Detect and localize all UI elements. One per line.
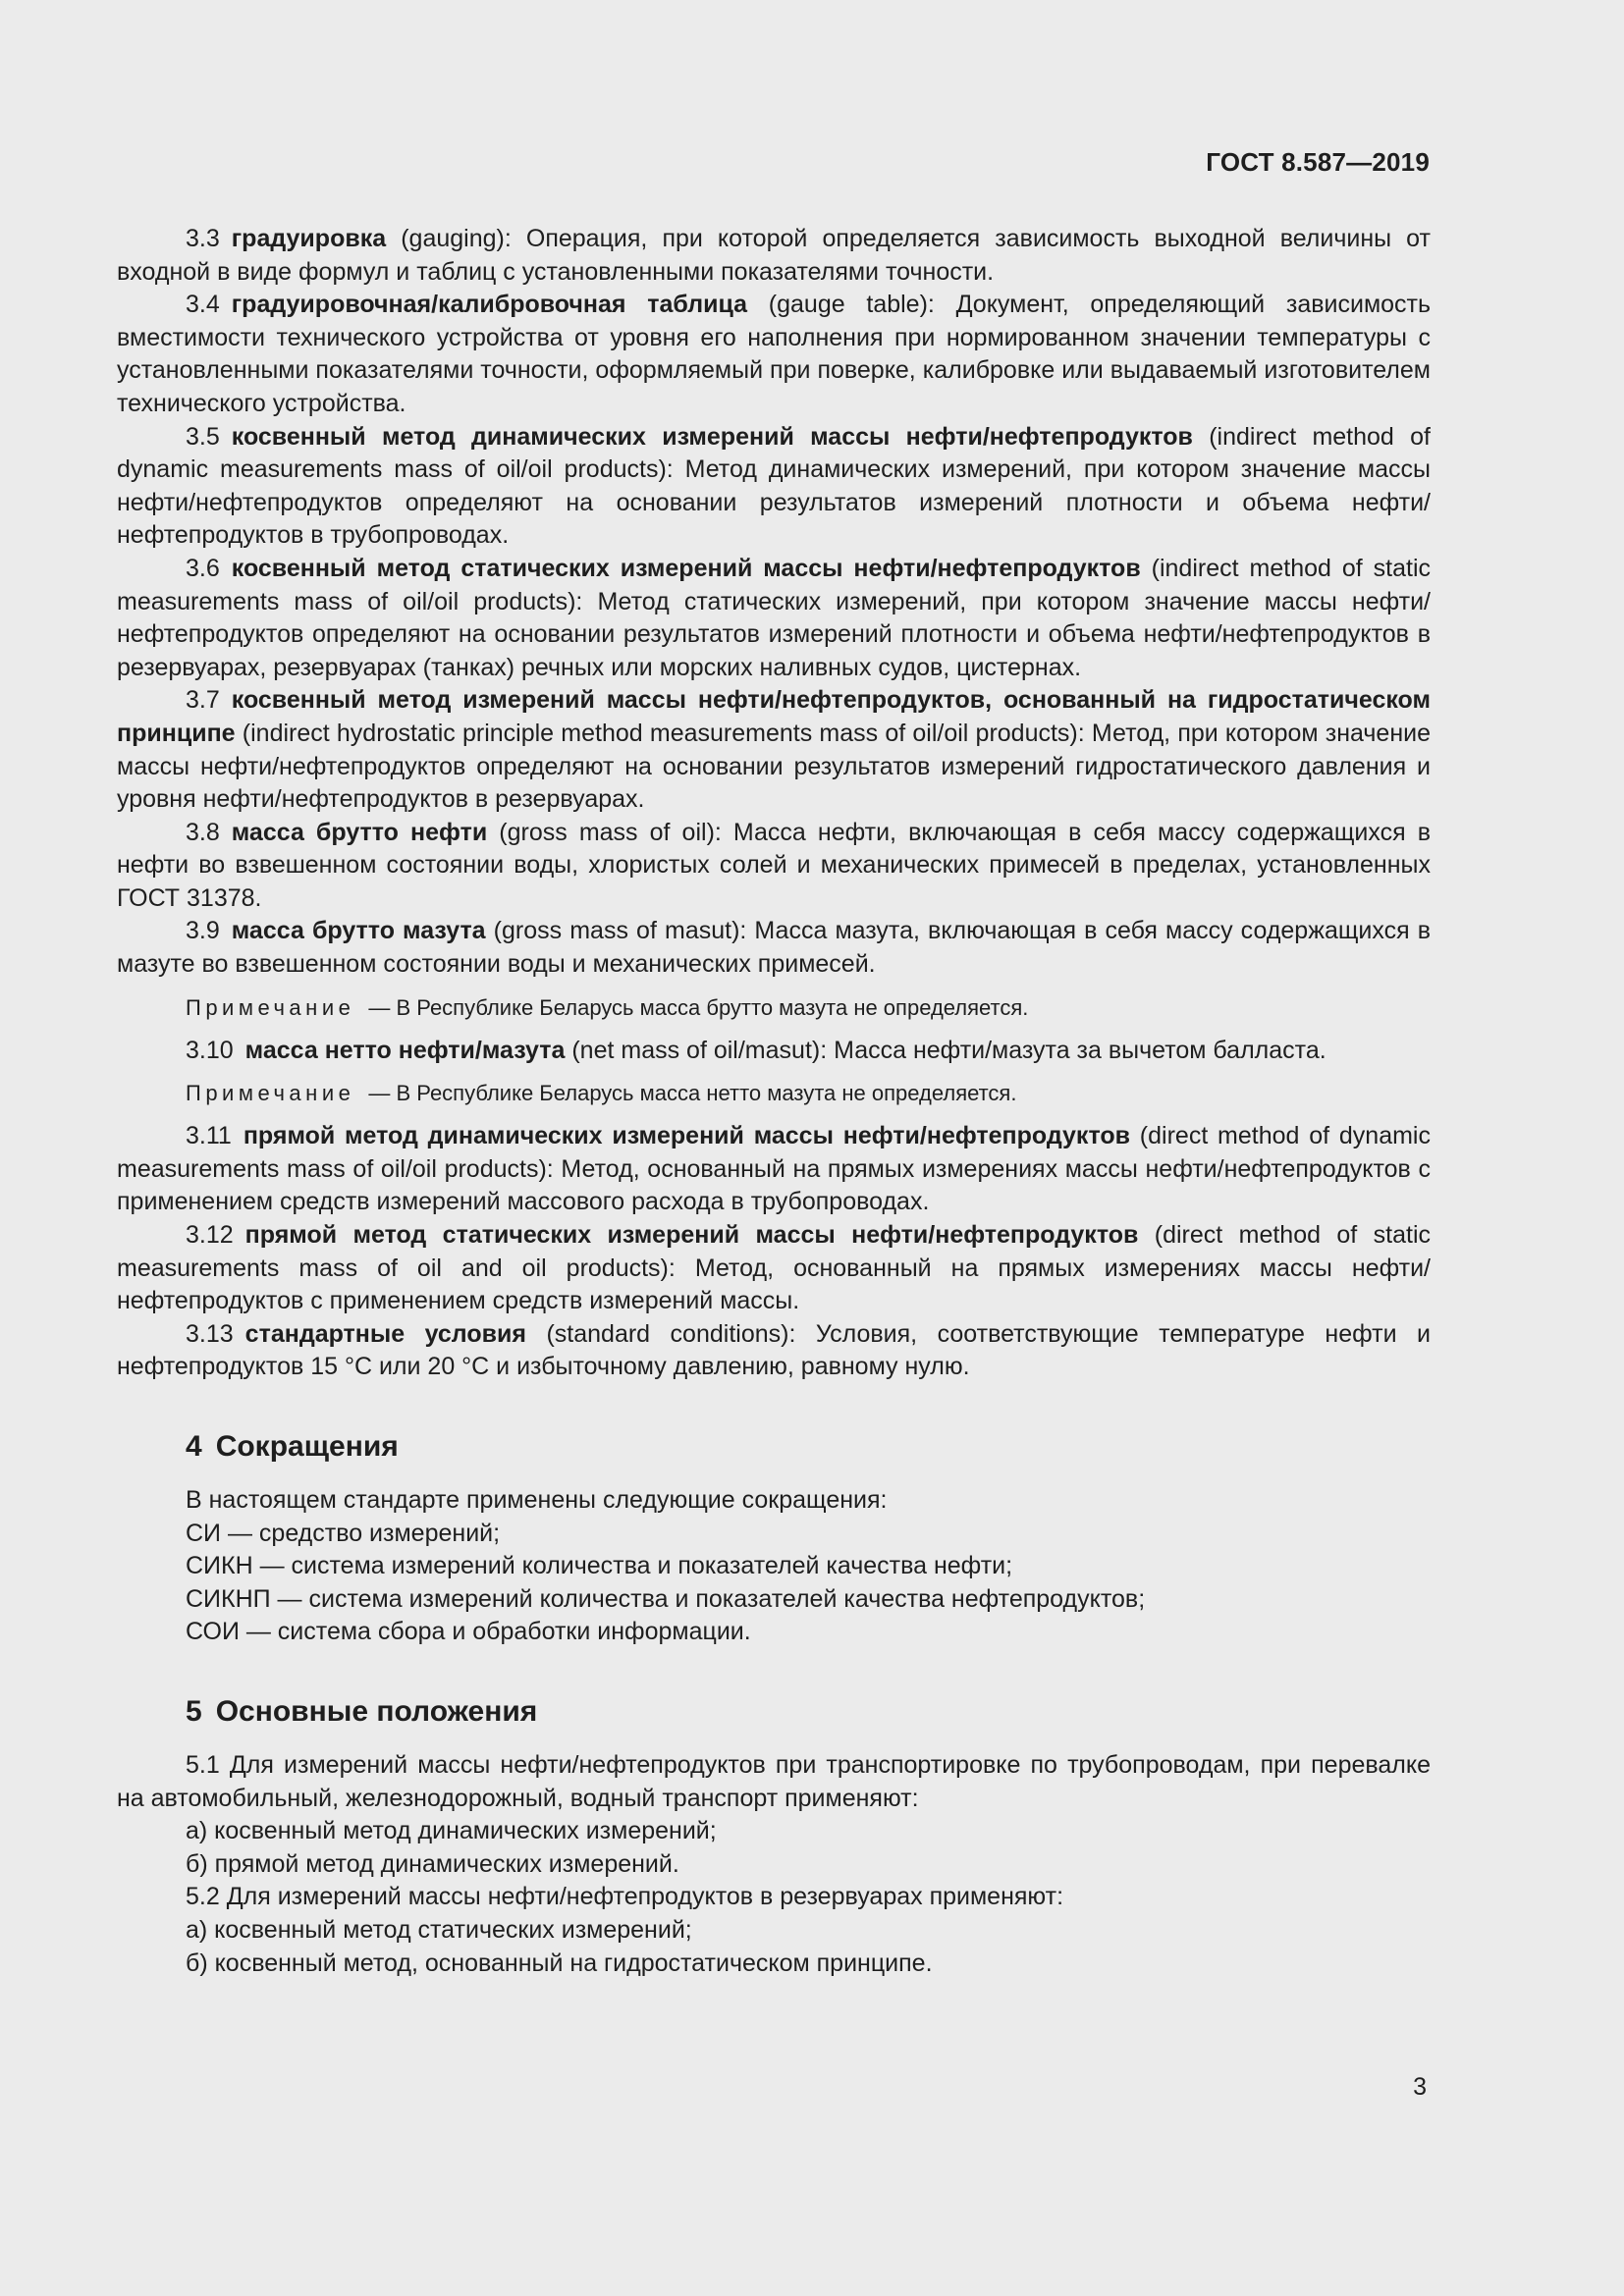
term-3-11 xyxy=(117,1120,1431,1219)
section-title: Основные положения xyxy=(215,1694,538,1728)
term-3-8 xyxy=(117,817,1431,916)
term-number: 3.12 xyxy=(186,1221,234,1250)
term-number: 3.4 xyxy=(186,291,220,319)
term-3-10 xyxy=(117,1035,1431,1068)
note-text: — В Республике Беларусь масса нетто мазута не определяется. xyxy=(368,1081,1017,1106)
term-number: 3.5 xyxy=(186,422,220,451)
term-name: масса нетто нефти/мазута xyxy=(244,1036,566,1064)
abbreviation-item: СОИ — система сбора и обработки информации. xyxy=(186,1618,751,1646)
term-definition: (indirect method of static measurements mass of oil/oil products): Метод статических измерений, при котором значение массы нефти/нефтепродуктов определяют на основании результатов измерений плотности и объема нефти/нефтепродуктов в резервуарах, резервуарах (танках) речных или морских наливных судов, цистернах. xyxy=(117,554,1431,681)
page-content xyxy=(117,223,1431,1980)
term-number: 3.6 xyxy=(186,554,220,582)
term-name: градуировочная/калибровочная таблица xyxy=(231,291,748,319)
term-number: 3.10 xyxy=(186,1036,234,1064)
term-name: прямой метод статических измерений массы нефти/нефтепродуктов xyxy=(244,1221,1139,1250)
term-name: косвенный метод статических измерений массы нефти/нефтепродуктов xyxy=(231,554,1141,582)
note-label: Примечание xyxy=(186,1081,355,1106)
term-name: косвенный метод динамических измерений массы нефти/нефтепродуктов xyxy=(231,422,1193,451)
note-text: — В Республике Беларусь масса брутто мазута не определяется. xyxy=(368,994,1029,1020)
term-name: градуировка xyxy=(231,225,387,252)
term-definition: (indirect method of dynamic measurements mass of oil/oil products): Метод динамических измерений, при котором значение массы нефти/нефтепродуктов определяют на основании результатов измерений плотности и объема нефти/нефтепродуктов в трубопроводах. xyxy=(117,422,1431,550)
clause-list-item: а) косвенный метод статических измерений; xyxy=(186,1915,692,1944)
section-number: 5 xyxy=(186,1694,202,1728)
term-name: масса брутто мазута xyxy=(231,917,486,945)
clause-list-item: а) косвенный метод динамических измерений; xyxy=(186,1817,717,1845)
page-number: 3 xyxy=(1413,2073,1427,2101)
term-definition: (gross mass of masut): Масса мазута, включающая в себя массу содержащихся в мазуте во взвешенном состоянии воды и механических примесей. xyxy=(117,917,1432,979)
term-3-4 xyxy=(117,289,1431,420)
term-name: масса брутто нефти xyxy=(231,818,488,846)
term-number: 3.13 xyxy=(186,1319,234,1348)
section-title: Сокращения xyxy=(215,1430,399,1463)
clause-5-2: 5.2 Для измерений массы нефти/нефтепродуктов в резервуарах применяют: xyxy=(186,1883,1064,1911)
term-definition: (direct method of static measurements mass of oil and oil products): Метод, основанный на прямых измерениях массы нефти/нефтепродуктов с применением средств измерений массы. xyxy=(117,1221,1431,1315)
term-number: 3.3 xyxy=(186,225,220,252)
abbreviations-intro: В настоящем стандарте применены следующие сокращения: xyxy=(186,1486,888,1514)
term-name: прямой метод динамических измерений массы нефти/нефтепродуктов xyxy=(243,1122,1130,1150)
abbreviation-item: СИ — средство измерений; xyxy=(186,1519,501,1547)
term-definition: (gauging): Операция, при которой определяется зависимость выходной величины от входной в виде формул и таблиц с установленными показателями точности. xyxy=(117,225,1431,286)
term-number: 3.11 xyxy=(186,1122,232,1150)
term-3-3 xyxy=(117,223,1431,289)
note-gross-masut xyxy=(186,993,1431,1023)
term-definition: (direct method of dynamic measurements mass of oil/oil products): Метод, основанный на прямых измерениях массы нефти/нефтепродуктов с применением средств измерений массового расхода в трубопроводах. xyxy=(117,1122,1431,1216)
section-5-heading xyxy=(186,1692,1431,1732)
clause-list-item: б) косвенный метод, основанный на гидростатическом принципе. xyxy=(186,1949,933,1977)
term-3-7 xyxy=(117,684,1431,816)
term-definition: (standard conditions): Условия, соответствующие температуре нефти и нефтепродуктов 15 °C или 20 °C и избыточному давлению, равному нулю. xyxy=(117,1319,1431,1381)
term-number: 3.7 xyxy=(186,686,220,715)
term-definition: (indirect hydrostatic principle method measurements mass of oil/oil products): Метод, при котором значение массы нефти/нефтепродуктов определяют на основании результатов измерений гидростатического давления и уровня нефти/нефтепродуктов в резервуарах. xyxy=(117,719,1431,814)
abbreviation-item: СИКН — система измерений количества и показателей качества нефти; xyxy=(186,1552,1013,1580)
document-code: ГОСТ 8.587—2019 xyxy=(1206,147,1430,177)
term-3-9 xyxy=(117,915,1431,981)
term-3-13 xyxy=(117,1318,1431,1384)
clause-5-1: 5.1 Для измерений массы нефти/нефтепродуктов при транспортировке по трубопроводам, при перевалке на автомобильный, железнодорожный, водный транспорт применяют: xyxy=(117,1750,1431,1812)
note-net-masut xyxy=(186,1079,1431,1108)
section-4-heading xyxy=(186,1427,1431,1467)
term-definition: (gauge table): Документ, определяющий зависимость вместимости технического устройства от уровня его наполнения при нормированном значении температуры с установленными показателями точности, оформляемый при поверке, калибровке или выдаваемый изготовителем технического устройства. xyxy=(117,291,1432,417)
term-3-12 xyxy=(117,1219,1431,1318)
term-3-6 xyxy=(117,553,1431,684)
section-number: 4 xyxy=(186,1430,202,1463)
clause-list-item: б) прямой метод динамических измерений. xyxy=(186,1849,679,1878)
note-label: Примечание xyxy=(186,994,355,1020)
term-name: косвенный метод измерений массы нефти/нефтепродуктов, основанный на гидростатическом принципе xyxy=(117,686,1431,747)
abbreviation-item: СИКНП — система измерений количества и показателей качества нефтепродуктов; xyxy=(186,1584,1146,1613)
term-definition: (net mass of oil/masut): Масса нефти/мазута за вычетом балласта. xyxy=(565,1036,1326,1064)
term-3-5 xyxy=(117,421,1431,553)
term-name: стандартные условия xyxy=(244,1319,526,1348)
term-number: 3.9 xyxy=(186,917,220,945)
term-definition: (gross mass of oil): Масса нефти, включающая в себя массу содержащихся в нефти во взвешенном состоянии воды, хлористых солей и механических примесей в пределах, установленных ГОСТ 31378. xyxy=(117,818,1431,912)
term-number: 3.8 xyxy=(186,818,220,846)
